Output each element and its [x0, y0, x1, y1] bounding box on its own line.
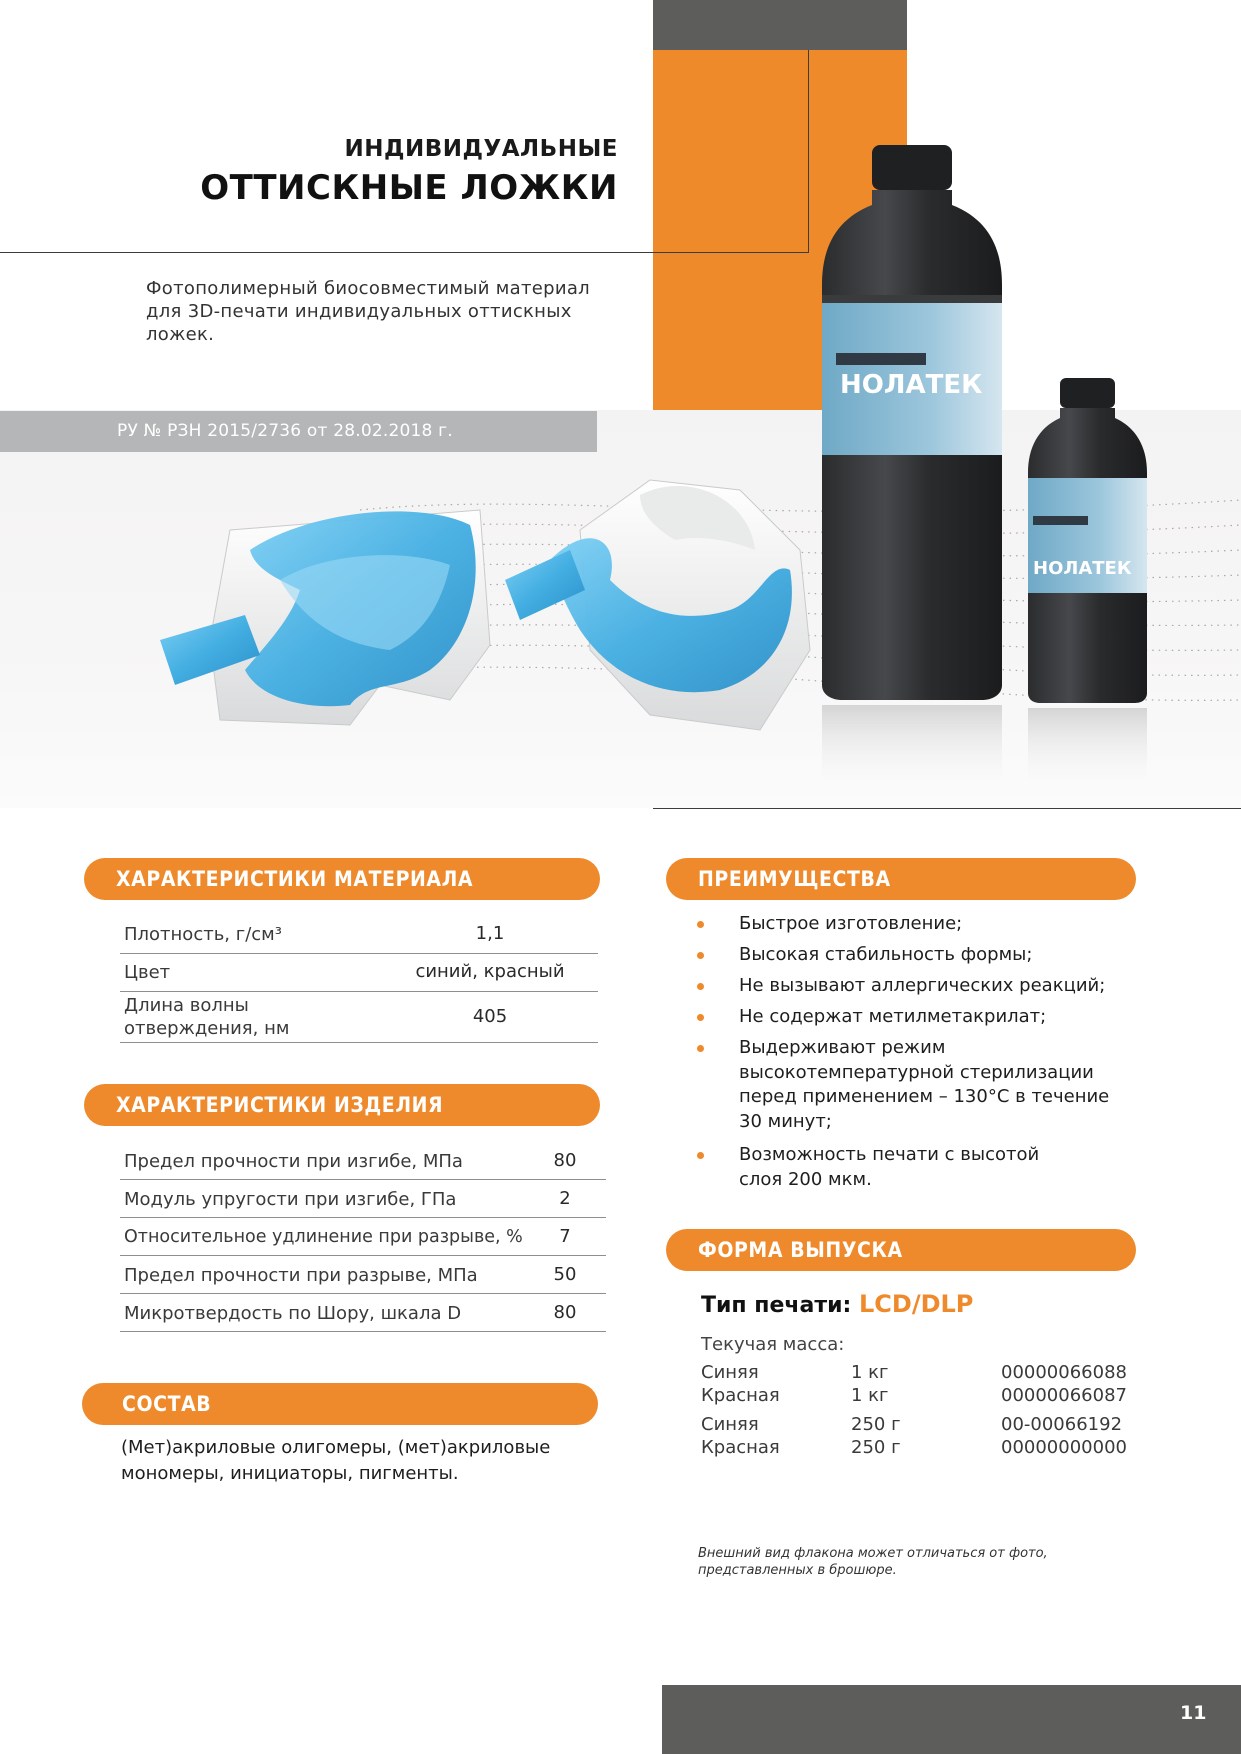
list-item: Высокая стабильность формы;: [739, 943, 1032, 968]
fluid-mass-title: Текучая масса:: [701, 1334, 845, 1355]
table-cell-label: Относительное удлинение при разрыве, %: [124, 1227, 523, 1247]
table-cell-label: Микротвердость по Шору, шкала D: [124, 1303, 462, 1324]
bottle-large-product-name: НОЛАТЕК: [840, 370, 983, 400]
impression-tray-right-image: [500, 460, 830, 740]
list-item: Не содержат метилметакрилат;: [739, 1005, 1046, 1030]
table-row: [120, 1180, 606, 1218]
disclaimer-note: Внешний вид флакона может отличаться от фото, представленных в брошюре.: [698, 1546, 1048, 1578]
table-cell-label: Модуль упругости при изгибе, ГПа: [124, 1189, 457, 1210]
table-row: [120, 1256, 606, 1294]
list-item: Выдерживают режим высокотемпературной стерилизации перед применением – 130°C в течение 30 минут;: [739, 1036, 1119, 1134]
impression-tray-left-image: [150, 470, 500, 740]
release-weight: 250 г: [851, 1437, 901, 1458]
release-color: Красная: [701, 1437, 780, 1458]
release-code: 00000066087: [1001, 1385, 1127, 1406]
release-form-heading: ФОРМА ВЫПУСКА: [666, 1229, 1136, 1271]
bottle-small-product-name: НОЛАТЕК: [1033, 558, 1132, 579]
list-item: Быстрое изготовление;: [739, 912, 962, 937]
table-cell-value: 80: [553, 1150, 577, 1171]
header-gray-block: [653, 0, 907, 50]
print-type-value: LCD/DLP: [859, 1290, 974, 1318]
product-specs-heading: ХАРАКТЕРИСТИКИ ИЗДЕЛИЯ: [84, 1084, 600, 1126]
product-bottle-small-image: [1025, 378, 1150, 798]
page-number: 11: [1180, 1702, 1207, 1724]
release-table: [701, 1362, 1131, 1462]
release-code: 00000066088: [1001, 1362, 1127, 1383]
table-cell-value: 80: [553, 1302, 577, 1323]
table-cell-value: 405: [472, 1006, 508, 1027]
list-item: Не вызывают аллергических реакций;: [739, 974, 1105, 999]
list-item: Возможность печати с высотой слоя 200 мкм.: [739, 1143, 1059, 1192]
header-frame-line-horizontal: [0, 252, 809, 253]
print-type-label: Тип печати:: [701, 1293, 852, 1318]
bullet-icon: [697, 921, 704, 928]
print-type: [701, 1290, 973, 1318]
table-cell-label: Предел прочности при разрыве, МПа: [124, 1265, 478, 1286]
release-weight: 1 кг: [851, 1362, 889, 1383]
bullet-icon: [697, 1045, 704, 1052]
table-cell-value: 7: [559, 1226, 571, 1247]
footer-bar: [662, 1685, 1241, 1754]
table-cell-label: Цвет: [124, 962, 171, 983]
release-code: 00-00066192: [1001, 1414, 1123, 1435]
product-bottle-large-image: [820, 145, 1005, 795]
table-row: [120, 1294, 606, 1332]
registration-number: РУ № РЗН 2015/2736 от 28.02.2018 г.: [117, 421, 453, 441]
table-cell-label: Плотность, г/см³: [124, 924, 282, 945]
table-cell-label: Длина волны отверждения, нм: [124, 995, 290, 1039]
header-frame-line-vertical: [808, 50, 809, 253]
release-color: Синяя: [701, 1362, 759, 1383]
material-specs-heading: ХАРАКТЕРИСТИКИ МАТЕРИАЛА: [84, 858, 600, 900]
release-code: 00000000000: [1001, 1437, 1127, 1458]
bullet-icon: [697, 1152, 704, 1159]
table-cell-label: Предел прочности при изгибе, МПа: [124, 1151, 463, 1172]
release-weight: 250 г: [851, 1414, 901, 1435]
table-row: [120, 1142, 606, 1180]
composition-text: (Мет)акриловые олигомеры, (мет)акриловые мономеры, инициаторы, пигменты.: [121, 1437, 551, 1484]
bullet-icon: [697, 952, 704, 959]
page-subtitle: Фотополимерный биосовместимый материал для 3D-печати индивидуальных оттискных ложек.: [146, 278, 590, 345]
page-title-line1: ИНДИВИДУАЛЬНЫЕ: [344, 136, 618, 162]
advantages-heading: ПРЕИМУЩЕСТВА: [666, 858, 1136, 900]
table-cell-value: 2: [559, 1188, 571, 1209]
table-row: [120, 916, 598, 954]
composition-heading: СОСТАВ: [82, 1383, 598, 1425]
table-row: [120, 954, 598, 992]
table-cell-value: 1,1: [475, 923, 505, 944]
bullet-icon: [697, 1014, 704, 1021]
release-color: Красная: [701, 1385, 780, 1406]
table-row: [120, 992, 598, 1043]
table-row: [120, 1218, 606, 1256]
release-color: Синяя: [701, 1414, 759, 1435]
table-cell-value: синий, красный: [415, 961, 565, 982]
page-title-line2: ОТТИСКНЫЕ ЛОЖКИ: [200, 168, 618, 208]
photo-bottom-rule: [653, 808, 1241, 809]
release-weight: 1 кг: [851, 1385, 889, 1406]
bullet-icon: [697, 983, 704, 990]
table-cell-value: 50: [553, 1264, 577, 1285]
